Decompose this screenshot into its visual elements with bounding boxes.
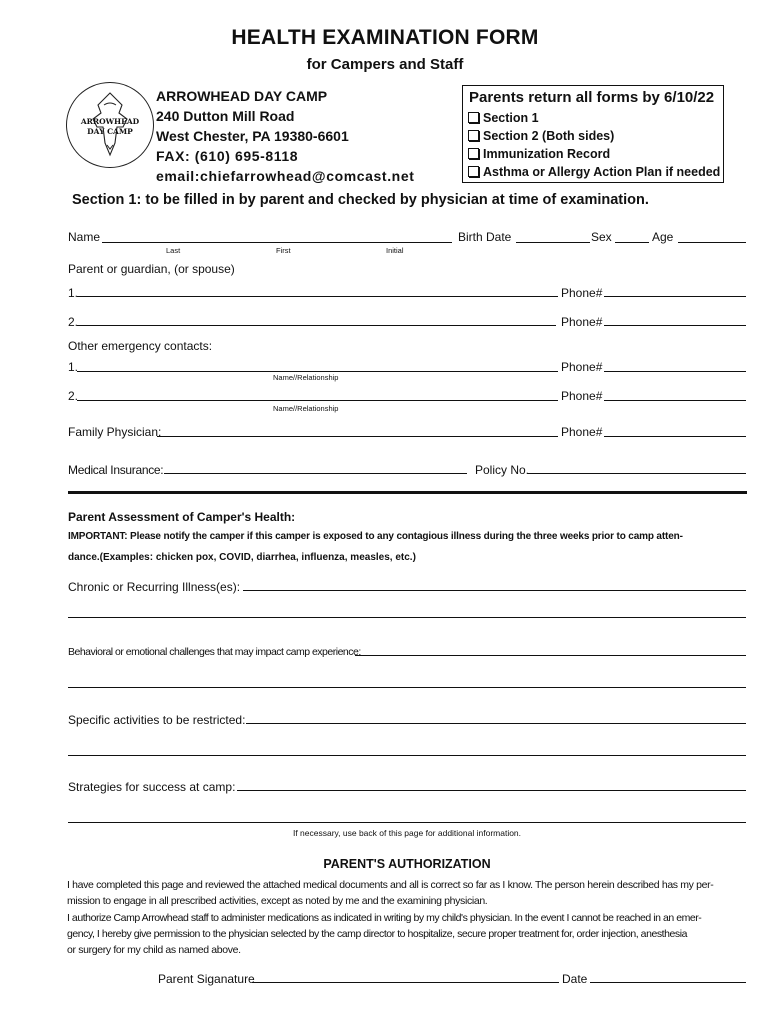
checklist-item-section2[interactable]: Section 2 (Both sides) <box>468 129 614 143</box>
form-subtitle: for Campers and Staff <box>306 56 464 73</box>
strategies-label: Strategies for success at camp: <box>68 780 236 794</box>
name-field[interactable] <box>102 242 452 243</box>
chronic-illness-label: Chronic or Recurring Illness(es): <box>68 580 241 594</box>
emergency2-sublabel: Name//Relationship <box>273 404 339 413</box>
authorization-p1-line1: I have completed this page and reviewed the attached medical documents and all is correct so far as I know. The person herein described has my per- <box>67 879 714 891</box>
restricted-activities-label: Specific activities to be restricted: <box>68 713 246 727</box>
strategies-field[interactable] <box>237 790 746 791</box>
camp-email: email:chiefarrowhead@comcast.net <box>156 168 415 184</box>
last-label: Last <box>166 246 181 255</box>
checklist-item-section1[interactable]: Section 1 <box>468 111 539 125</box>
camp-name: ARROWHEAD DAY CAMP <box>156 88 328 104</box>
behavioral-field[interactable] <box>355 655 746 656</box>
sex-field[interactable] <box>615 242 649 243</box>
emergency-contacts-label: Other emergency contacts: <box>68 339 213 353</box>
guardian-label: Parent or guardian, (or spouse) <box>68 262 235 276</box>
camp-logo <box>66 82 154 168</box>
strategies-field-line2[interactable] <box>68 822 746 823</box>
emergency1-phone-label: Phone# <box>561 360 603 374</box>
checklist-item-action-plan[interactable]: Asthma or Allergy Action Plan if needed <box>468 165 720 179</box>
important-notice-line1: IMPORTANT: Please notify the camper if this camper is exposed to any contagious illness during the three weeks prior to camp atten- <box>68 531 683 542</box>
checkbox-icon[interactable] <box>468 166 479 177</box>
chronic-illness-field-line2[interactable] <box>68 617 746 618</box>
emergency2-phone-label: Phone# <box>561 389 603 403</box>
section-divider <box>68 491 747 494</box>
checkbox-icon[interactable] <box>468 130 479 141</box>
emergency1-phone-field[interactable] <box>604 371 746 372</box>
guardian2-field[interactable] <box>77 325 556 326</box>
authorization-p2-line3: or surgery for my child as named above. <box>67 944 241 956</box>
initial-label: Initial <box>386 246 404 255</box>
sex-label: Sex <box>591 230 612 244</box>
age-field[interactable] <box>678 242 746 243</box>
birth-date-field[interactable] <box>516 242 590 243</box>
age-label: Age <box>652 230 674 244</box>
emergency1-number: 1. <box>68 360 79 374</box>
restricted-activities-field[interactable] <box>246 723 746 724</box>
logo-text-line1: ARROWHEAD <box>80 117 140 126</box>
authorization-p2-line1: I authorize Camp Arrowhead staff to administer medications as indicated in writing by my child's physician. In the event I cannot be reached in an emer- <box>67 912 702 924</box>
date-label: Date <box>562 972 588 986</box>
return-forms-title: Parents return all forms by 6/10/22 <box>469 89 715 106</box>
form-title: HEALTH EXAMINATION FORM <box>231 26 539 49</box>
important-notice-line2: dance.(Examples: chicken pox, COVID, diarrhea, influenza, measles, etc.) <box>68 552 416 563</box>
camp-address-line1: 240 Dutton Mill Road <box>156 108 295 124</box>
restricted-activities-field-line2[interactable] <box>68 755 746 756</box>
physician-phone-label: Phone# <box>561 425 603 439</box>
checkbox-icon[interactable] <box>468 112 479 123</box>
guardian1-number: 1. <box>68 286 79 300</box>
birth-date-label: Birth Date <box>458 230 512 244</box>
section1-heading: Section 1: to be filled in by parent and checked by physician at time of examination. <box>72 192 649 208</box>
physician-phone-field[interactable] <box>604 436 746 437</box>
guardian2-phone-field[interactable] <box>604 325 746 326</box>
guardian1-field[interactable] <box>77 296 558 297</box>
family-physician-field[interactable] <box>157 436 558 437</box>
checklist-item-immunization[interactable]: Immunization Record <box>468 147 610 161</box>
assessment-heading: Parent Assessment of Camper's Health: <box>68 510 296 524</box>
medical-insurance-label: Medical Insurance: <box>68 463 164 477</box>
first-label: First <box>276 246 291 255</box>
medical-insurance-field[interactable] <box>164 473 467 474</box>
guardian1-phone-field[interactable] <box>604 296 746 297</box>
date-field[interactable] <box>590 982 746 983</box>
chronic-illness-field[interactable] <box>243 590 746 591</box>
behavioral-field-line2[interactable] <box>68 687 746 688</box>
parent-signature-field[interactable] <box>252 982 559 983</box>
guardian1-phone-label: Phone# <box>561 286 603 300</box>
camp-contact-block <box>156 86 415 186</box>
policy-number-label: Policy No. <box>475 463 530 477</box>
authorization-paragraph-2 <box>67 910 747 958</box>
authorization-p1-line2: mission to engage in all prescribed activities, except as noted by me and the examining physician. <box>67 895 488 907</box>
emergency2-field[interactable] <box>77 400 558 401</box>
authorization-p2-line2: gency, I hereby give permission to the physician selected by the camp director to hospitalize, secure proper treatment for, order injection, anesthesia <box>67 928 687 940</box>
emergency2-phone-field[interactable] <box>604 400 746 401</box>
camp-address-line2: West Chester, PA 19380-6601 <box>156 128 349 144</box>
behavioral-label: Behavioral or emotional challenges that may impact camp experience: <box>68 646 361 658</box>
authorization-paragraph-1 <box>67 877 747 909</box>
return-forms-box <box>462 85 724 183</box>
guardian2-number: 2. <box>68 315 79 329</box>
policy-number-field[interactable] <box>527 473 746 474</box>
parent-signature-label: Parent Siganature <box>158 972 255 986</box>
authorization-heading: PARENT'S AUTHORIZATION <box>323 857 491 871</box>
guardian2-phone-label: Phone# <box>561 315 603 329</box>
family-physician-label: Family Physician: <box>68 425 162 439</box>
checkbox-icon[interactable] <box>468 148 479 159</box>
logo-text-line2: DAY CAMP <box>87 127 133 136</box>
emergency1-field[interactable] <box>77 371 558 372</box>
emergency2-number: 2. <box>68 389 79 403</box>
camp-fax: FAX: (610) 695-8118 <box>156 148 299 164</box>
emergency1-sublabel: Name//Relationship <box>273 373 339 382</box>
name-label: Name <box>68 230 101 244</box>
back-of-page-note: If necessary, use back of this page for additional information. <box>292 828 522 838</box>
